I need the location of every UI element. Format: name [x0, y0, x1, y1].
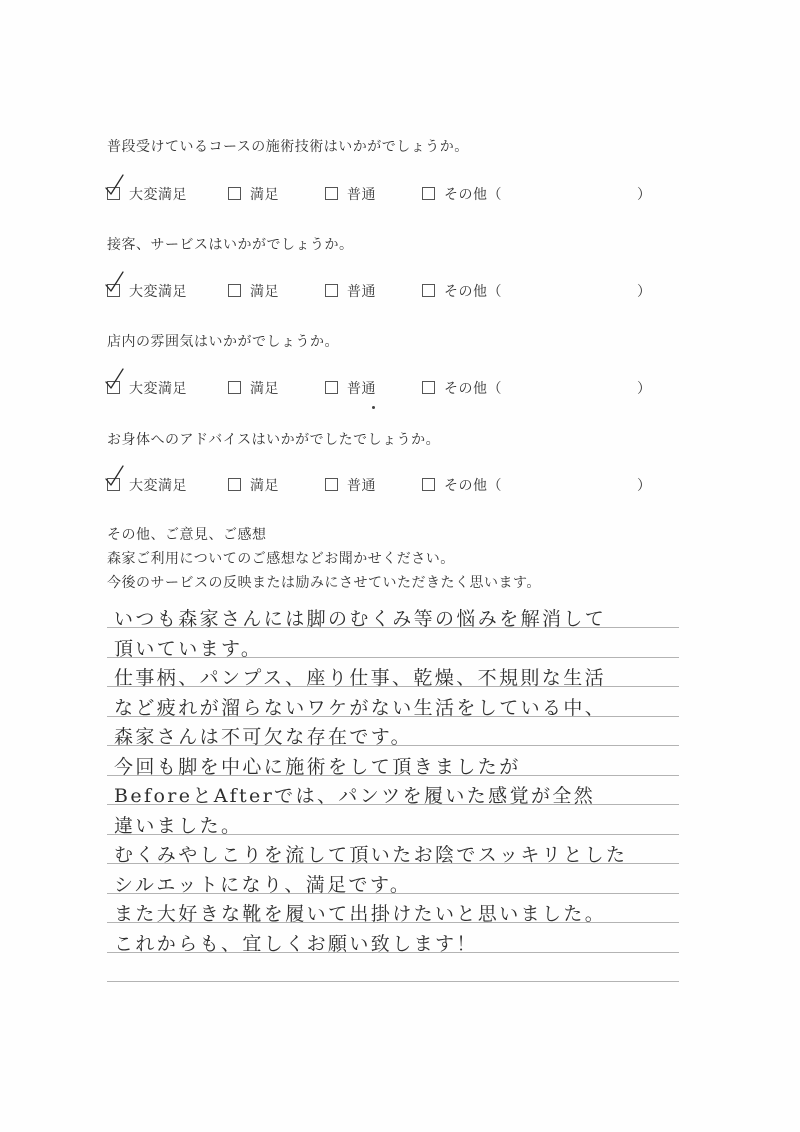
handwritten-line-6: 今回も脚を中心に施術をして頂きましたが [114, 756, 521, 778]
q1-option-normal[interactable] [325, 185, 376, 205]
comments-prompt-1: 森家ご利用についてのご感想などお聞かせください。 [107, 551, 455, 567]
q4-option-satisfied[interactable] [228, 476, 279, 496]
q2-option-normal[interactable] [325, 282, 376, 302]
handwritten-line-7: BeforeとAfterでは、パンツを履いた感覚が全然 [114, 785, 596, 807]
question-1-options [107, 185, 667, 205]
q2-option-other-label: その他（ [444, 284, 502, 300]
q3-other-close: ） [637, 381, 651, 397]
q2-other-close: ） [637, 284, 651, 300]
handwritten-line-12: これからも、宜しくお願い致します！ [114, 933, 478, 955]
q3-option-normal[interactable] [325, 379, 376, 399]
handwritten-line-4: など疲れが溜らないワケがない生活をしている中、 [114, 697, 607, 719]
q1-checkbox-other[interactable] [422, 187, 435, 200]
q4-option-very-satisfied-label: 大変満足 [129, 478, 187, 494]
q2-option-satisfied-label: 満足 [250, 284, 279, 300]
q2-option-very-satisfied-label: 大変満足 [129, 284, 187, 300]
q3-checkbox-other[interactable] [422, 381, 435, 394]
q4-option-normal-label: 普通 [347, 478, 376, 494]
q1-option-normal-label: 普通 [347, 187, 376, 203]
handwritten-line-10: シルエットになり、満足です。 [114, 874, 412, 896]
handwritten-line-8: 違いました。 [114, 815, 243, 837]
handwritten-line-9: むくみやしこりを流して頂いたお陰でスッキリとした [114, 844, 628, 866]
handwritten-line-2: 頂いています。 [114, 638, 263, 660]
q4-checkbox-normal[interactable] [325, 478, 338, 491]
q3-checkbox-satisfied[interactable] [228, 381, 241, 394]
q3-option-normal-label: 普通 [347, 381, 376, 397]
q3-checkbox-normal[interactable] [325, 381, 338, 394]
handwritten-line-11: また大好きな靴を履いて出掛けたいと思いました。 [114, 903, 607, 925]
question-2-options [107, 282, 667, 302]
question-4-text: お身体へのアドバイスはいかがでしたでしょうか。 [107, 432, 441, 448]
q1-option-satisfied[interactable] [228, 185, 279, 205]
q3-option-very-satisfied[interactable] [107, 379, 187, 399]
q2-checkbox-satisfied[interactable] [228, 284, 241, 297]
checkmark-icon [104, 173, 126, 199]
q3-option-very-satisfied-label: 大変満足 [129, 381, 187, 397]
q1-option-satisfied-label: 満足 [250, 187, 279, 203]
q2-option-very-satisfied[interactable] [107, 282, 187, 302]
handwritten-line-1: いつも森家さんには脚のむくみ等の悩みを解消して [114, 608, 607, 630]
q2-checkbox-other[interactable] [422, 284, 435, 297]
q3-option-other-label: その他（ [444, 381, 502, 397]
question-4-options [107, 476, 667, 496]
checkmark-icon [104, 367, 126, 393]
q4-option-very-satisfied[interactable] [107, 476, 187, 496]
q4-option-normal[interactable] [325, 476, 376, 496]
q4-checkbox-other[interactable] [422, 478, 435, 491]
handwritten-line-5: 森家さんは不可欠な存在です。 [114, 726, 413, 748]
q2-option-normal-label: 普通 [347, 284, 376, 300]
q4-option-other-label: その他（ [444, 478, 502, 494]
q3-option-satisfied[interactable] [228, 379, 279, 399]
handwritten-line-3: 仕事柄、パンプス、座り仕事、乾燥、不規則な生活 [114, 667, 607, 689]
question-3-text: 店内の雰囲気はいかがでしょうか。 [107, 334, 339, 350]
q4-option-satisfied-label: 満足 [250, 478, 279, 494]
ruled-line [107, 981, 679, 982]
q1-option-very-satisfied[interactable] [107, 185, 187, 205]
q4-option-other[interactable] [422, 476, 502, 496]
checkmark-icon [104, 270, 126, 296]
q2-checkbox-normal[interactable] [325, 284, 338, 297]
q1-other-close: ） [637, 187, 651, 203]
q1-option-very-satisfied-label: 大変満足 [129, 187, 187, 203]
q3-option-satisfied-label: 満足 [250, 381, 279, 397]
question-1-text: 普段受けているコースの施術技術はいかがでしょうか。 [107, 139, 469, 155]
q3-option-other[interactable] [422, 379, 502, 399]
ink-dot [372, 406, 375, 409]
q1-option-other[interactable] [422, 185, 502, 205]
question-2-text: 接客、サービスはいかがでしょうか。 [107, 237, 354, 253]
q4-checkbox-satisfied[interactable] [228, 478, 241, 491]
q1-checkbox-satisfied[interactable] [228, 187, 241, 200]
comments-prompt-2: 今後のサービスの反映または励みにさせていただきたく思います。 [107, 575, 541, 591]
checkmark-icon [104, 464, 126, 490]
q1-checkbox-normal[interactable] [325, 187, 338, 200]
q2-option-other[interactable] [422, 282, 502, 302]
question-3-options [107, 379, 667, 399]
q2-option-satisfied[interactable] [228, 282, 279, 302]
q1-option-other-label: その他（ [444, 187, 502, 203]
comments-heading: その他、ご意見、ご感想 [107, 527, 267, 543]
q4-other-close: ） [637, 478, 651, 494]
